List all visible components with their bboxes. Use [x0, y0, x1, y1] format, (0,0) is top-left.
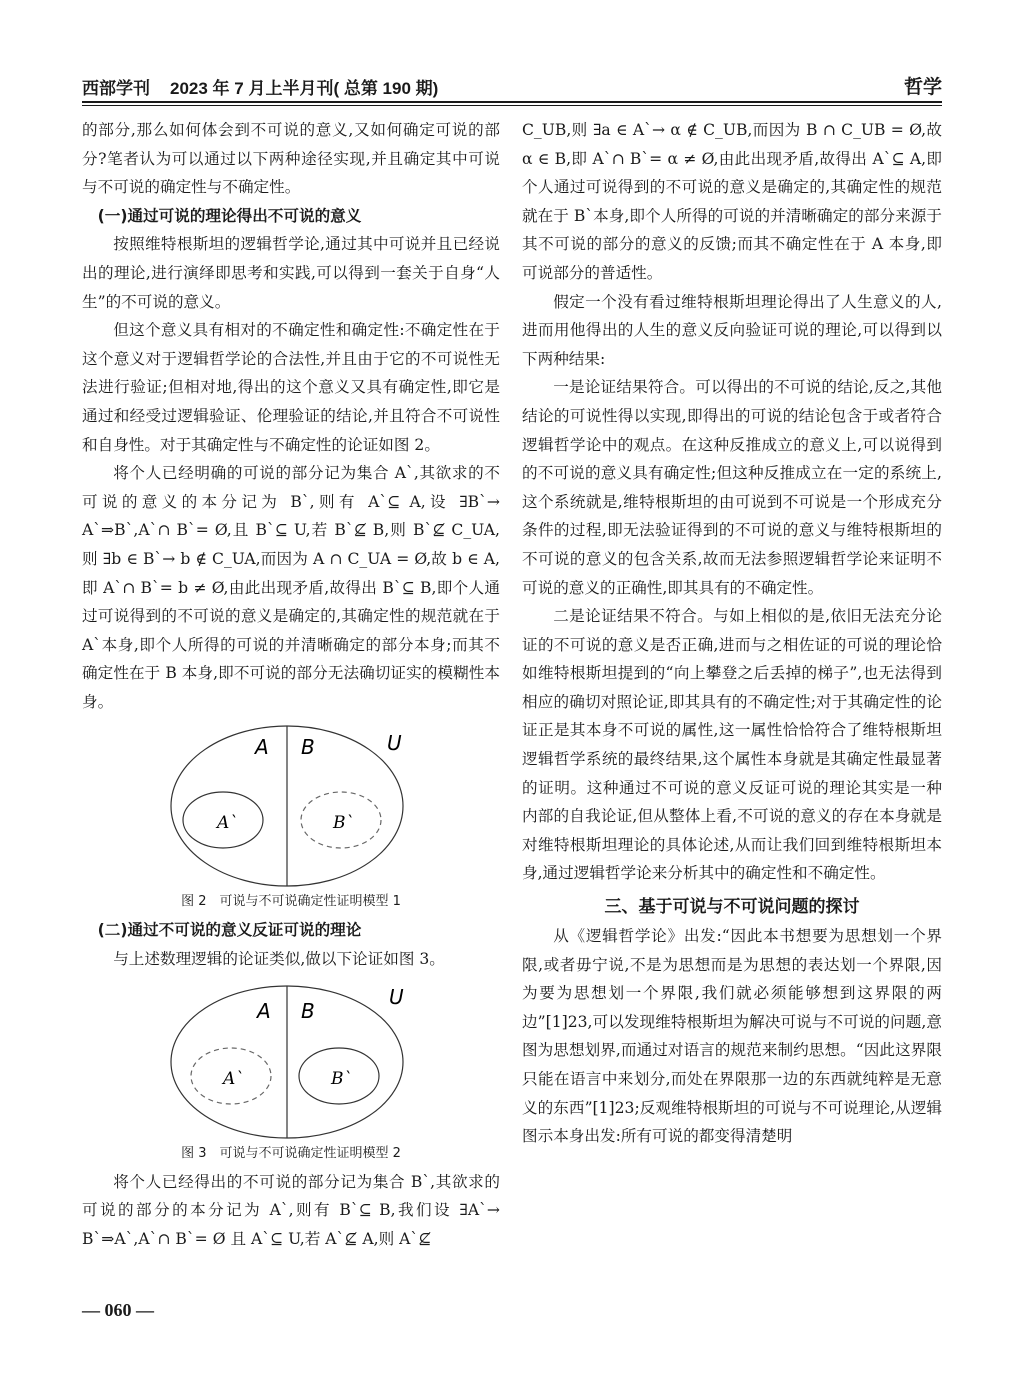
- paragraph: 将个人已经得出的不可说的部分记为集合 B`,其欲求的可说的部分的本分记为 A`,则有 B`⊆ B,我们设 ∃A`→ B`⇒A`,A`∩ B`= Ø 且 A`⊆ U,若 A`⊈ A,则 A`⊈: [82, 1172, 500, 1248]
- subset-label-B-prime: B`: [333, 813, 354, 834]
- subsection-heading: (一)通过可说的理论得出不可说的意义: [97, 206, 362, 225]
- header-rule-thin: [82, 105, 942, 106]
- header-rule: [82, 101, 942, 103]
- right-column: [522, 116, 942, 1151]
- set-label-U: U: [387, 731, 402, 756]
- section-heading: 三、基于可说与不可说问题的探讨: [604, 897, 860, 918]
- set-label-B: B: [301, 998, 315, 1023]
- running-header: [82, 72, 942, 102]
- section-name: 哲学: [903, 76, 942, 98]
- set-label-B: B: [301, 735, 315, 760]
- subset-label-A-prime: A`: [217, 813, 238, 834]
- journal-logo: 西部学刊: [82, 79, 150, 99]
- subset-label-B-prime: B`: [331, 1068, 352, 1089]
- figure-caption: 图 3 可说与不可说确定性证明模型 2: [181, 1145, 401, 1161]
- paragraph: C_UB,则 ∃a ∈ A`→ α ∉ C_UB,而因为 B ∩ C_UB = Ø,故 α ∈ B,即 A`∩ B`= α ≠ Ø,由此出现矛盾,故得出 A`⊆ A,即个人通过可说得到的不可说的意义是确定的,其确定性的规范就在于 B`本身,即个人所得的可说的并清晰确定的部分来源于其不可说的部分的意义的反馈;而其不确定性在于 A 本身,即可说部分的普适性。: [522, 121, 942, 282]
- figure-2: [82, 720, 500, 888]
- set-label-A: A: [257, 998, 271, 1023]
- venn-diagram-2: [161, 720, 421, 888]
- paragraph: 二是论证结果不符合。与如上相似的是,依旧无法充分论证的不可说的意义是否正确,进而与之相佐证的可说的理论恰如维特根斯坦提到的“向上攀登之后丢掉的梯子”,也无法得到相应的确切对照论证,即其具有的不确定性;对于其确定性的论证正是其本身不可说的属性,这一属性恰恰符合了维特根斯坦逻辑哲学系统的最终结果,这个属性本身就是其确定性最显著的证明。这种通过不可说的意义反证可说的理论其实是一种内部的自我论证,但从整体上看,不可说的意义的存在本身就是对维特根斯坦理论的具体论述,从而让我们回到维特根斯坦本身,通过逻辑哲学论来分析其中的确定性和不确定性。: [522, 607, 942, 883]
- set-label-A: A: [255, 735, 269, 760]
- subsection-heading: (二)通过不可说的意义反证可说的理论: [97, 921, 362, 940]
- paragraph: 从《逻辑哲学论》出发:“因此本书想要为思想划一个界限,或者毋宁说,不是为思想而是为思想的表达划一个界限,因为要为思想划一个界限,我们就必须能够想到这界限的两边”[1]23,可以发现维特根斯坦为解决可说与不可说的问题,意图为思想划界,而通过对语言的规范来制约思想。“因此这界限只能在语言中来划分,而处在界限那一边的东西就纯粹是无意义的东西”[1]23;反观维特根斯坦的可说与不可说理论,从逻辑图示本身出发:所有可说的都变得清楚明: [522, 927, 942, 1146]
- paragraph: 一是论证结果符合。可以得出的不可说的结论,反之,其他结论的可说性得以实现,即得出的可说的结论包含于或者符合逻辑哲学论中的观点。在这种反推成立的意义上,可以说得到的不可说的意义具有确定性;但这种反推成立在一定的系统上,这个系统就是,维特根斯坦的由可说到不可说是一个形成充分条件的过程,即无法验证得到的不可说的意义与维特根斯坦的不可说的意义的包含关系,故而无法参照逻辑哲学论来证明不可说的意义的正确性,即其具有的不确定性。: [522, 378, 942, 597]
- page-number: — 060 —: [82, 1300, 154, 1320]
- paragraph: 将个人已经明确的可说的部分记为集合 A`,其欲求的不可说的意义的本分记为 B`,则有 A`⊆ A,设 ∃B`→ A`⇒B`,A`∩ B`= Ø,且 B`⊆ U,若 B`⊈ B,则 B`⊈ C_UA,则 ∃b ∈ B`→ b ∉ C_UA,而因为 A ∩ C_UA = Ø,故 b ∈ A,即 A`∩ B`= b ≠ Ø,由此出现矛盾,故得出 B`⊆ B,即个人通过可说得到的不可说的意义是确定的,其确定性的规范就在于 A`本身,即个人所得的可说的并清晰确定的部分本身;而其不确定性在于 B 本身,即不可说的部分无法确切证实的模糊性本身。: [82, 464, 500, 711]
- paragraph: 的部分,那么如何体会到不可说的意义,又如何确定可说的部分?笔者认为可以通过以下两种途径实现,并且确定其中可说与不可说的确定性与不确定性。: [82, 121, 500, 197]
- paragraph: 按照维特根斯坦的逻辑哲学论,通过其中可说并且已经说出的理论,进行演绎即思考和实践,可以得到一套关于自身“人生”的不可说的意义。: [82, 235, 500, 311]
- venn-diagram-3: [161, 978, 421, 1140]
- paragraph: 与上述数理逻辑的论证类似,做以下论证如图 3。: [113, 950, 445, 969]
- paragraph: 但这个意义具有相对的不确定性和确定性:不确定性在于这个意义对于逻辑哲学论的合法性,并且由于它的不可说性无法进行验证;但相对地,得出的这个意义又具有确定性,即它是通过和经受过逻辑验证、伦理验证的结论,并且符合不可说性和自身性。对于其确定性与不确定性的论证如图 2。: [82, 321, 500, 454]
- set-label-U: U: [389, 984, 404, 1009]
- paragraph: 假定一个没有看过维特根斯坦理论得出了人生意义的人,进而用他得出的人生的意义反向验证可说的理论,可以得到以下两种结果:: [522, 292, 942, 368]
- subset-label-A-prime: A`: [223, 1068, 244, 1089]
- issue-info: 2023 年 7 月上半月刊( 总第 190 期): [170, 79, 439, 98]
- figure-3: [82, 978, 500, 1140]
- figure-caption: 图 2 可说与不可说确定性证明模型 1: [181, 894, 401, 910]
- left-column: [82, 116, 500, 1253]
